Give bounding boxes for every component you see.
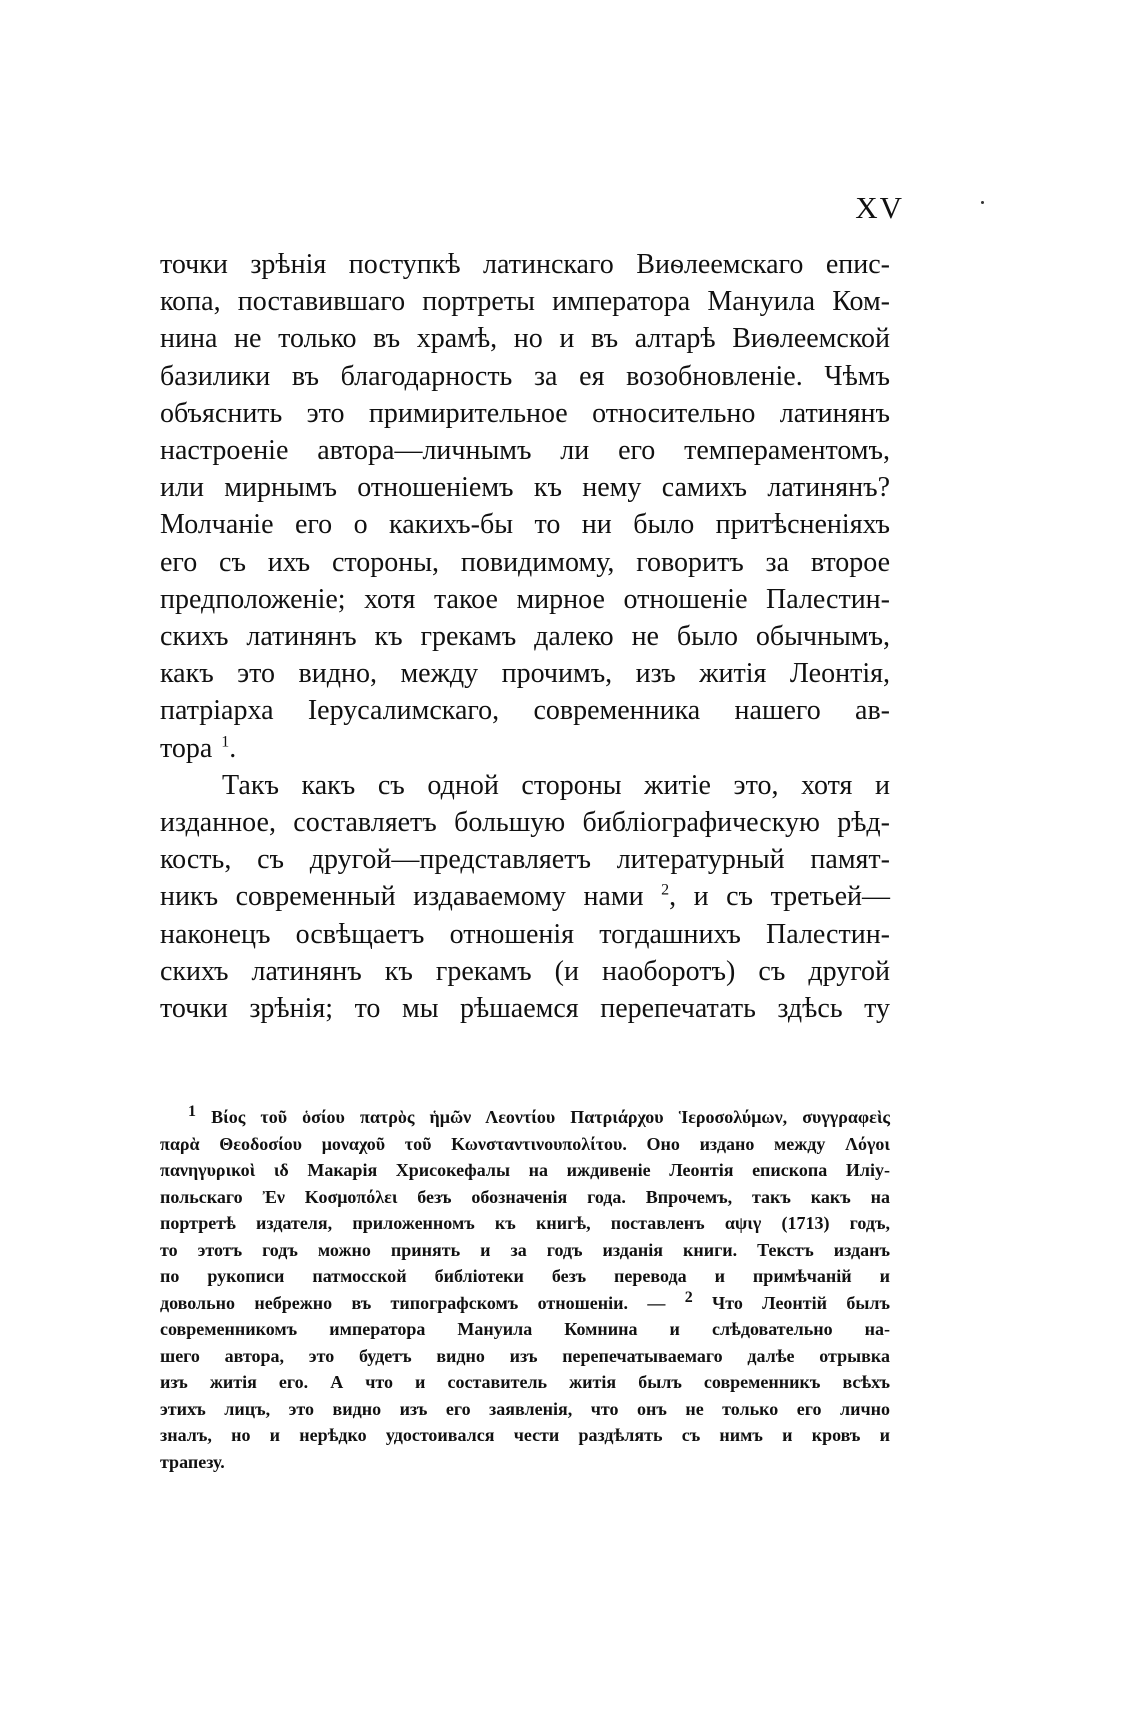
text-line: объяснить это примирительное относительно латинянъ [160,397,890,429]
text-line: базилики въ благодарность за ея возобновленіе. Чѣмъ [160,360,890,392]
footnote-marker: 2 [661,882,670,900]
text-fragment: никъ современный издаваемому нами [160,881,644,913]
footnote-line [160,1104,890,1131]
footnote-line: то этотъ годъ можно принять и за годъ изданія книги. Текстъ изданъ [160,1239,890,1260]
text-line: или мирнымъ отношеніемъ къ нему самихъ латинянъ? [160,472,890,504]
text-line: точки зрѣнія; то мы рѣшаемся перепечатать здѣсь ту [160,993,890,1025]
footnote-line: шего автора, это будетъ видно изъ перепечатываемаго далѣе отрывка [160,1345,890,1366]
text-line: какъ это видно, между прочимъ, изъ житія Леонтія, [160,658,890,690]
footnote-line [160,1290,890,1317]
text-line: скихъ латинянъ къ грекамъ (и наоборотъ) съ другой [160,955,890,987]
text-line: изданное, составляетъ большую библіографическую рѣд- [160,807,890,839]
footnote-line: πανηγυρικοὶ ιδ Макарія Хрисокефалы на иждивеніе Леонтія епископа Иліу- [160,1160,890,1180]
text-line: точки зрѣнія поступкѣ латинскаго Виѳлеемскаго епис- [160,249,890,280]
text-line: Такъ какъ съ одной стороны житіе это, хотя и [222,769,890,801]
page-number: XV [855,190,904,225]
text-line: нина не только въ храмѣ, но и въ алтарѣ Виѳлеемской [160,323,890,355]
footnote-line: современникомъ императора Мануила Комнина и слѣдовательно на- [160,1319,890,1339]
text-fragment: , и съ третьей— [669,881,890,913]
text-fragment: Βίος τοῦ ὁσίου πατρὸς ἡμῶν Λεοντίου Πατριάρχου Ἱεροσολύμων, συγγραφεὶς [211,1107,891,1127]
footnote-line: этихъ лицъ, это видно изъ его заявленія, что онъ не только его лично [160,1398,890,1419]
text-line: его съ ихъ стороны, повидимому, говоритъ за второе [160,546,890,578]
footnote-line: изъ житія его. А что и составитель житія былъ современникъ всѣхъ [160,1372,890,1392]
text-line: тора $^1$. [160,732,237,764]
footnote-line: трапезу. [160,1451,225,1472]
text-line: Молчаніе его о какихъ-бы то ни было притѣсненіяхъ [160,509,890,541]
text-line: предположеніе; хотя такое мирное отношеніе Палестин- [160,583,890,615]
footnotes [160,1104,890,1475]
footnote-line: по рукописи патмосской библіотеки безъ перевода и примѣчаній и [160,1266,890,1286]
footnote-marker: 1 [188,1103,196,1120]
footnote-line: польскаго Ἐν Κοσμοπόλει безъ обозначенія года. Впрочемъ, такъ какъ на [160,1186,890,1207]
footnote-line: зналъ, но и нерѣдко удостоивался чести раздѣлять съ нимъ и кровъ и [160,1425,890,1445]
text-line: наконецъ освѣщаетъ отношенія тогдашнихъ Палестин- [160,918,890,950]
text-fragment: тора [160,732,213,764]
stray-mark [981,201,984,204]
text-fragment: Что Леонтій былъ [692,1292,890,1313]
text-fragment: довольно небрежно въ типографскомъ отношеніи. — [160,1292,666,1313]
footnote-marker: 2 [684,1288,693,1306]
text-line [160,878,890,915]
text-line: скихъ латинянъ къ грекамъ далеко не было обычнымъ, [160,621,890,653]
footnote-line: παρὰ Θεοδοσίου μοναχοῦ τοῦ Κωνσταντινουπολίτου. Оно издано между Λόγοι [160,1133,890,1154]
main-text [160,246,890,1027]
text-line: патріарха Іерусалимскаго, современника нашего ав- [160,695,890,727]
footnote-marker: 1 [221,733,230,751]
footnote-line: портретѣ издателя, приложенномъ къ книгѣ, поставленъ αψιγ (1713) годъ, [160,1213,890,1233]
text-line: кость, съ другой—представляетъ литературный памят- [160,844,890,876]
text-line: копа, поставившаго портреты императора Мануила Ком- [160,286,890,318]
text-line: настроеніе автора—личнымъ ли его темпераментомъ, [160,435,890,467]
